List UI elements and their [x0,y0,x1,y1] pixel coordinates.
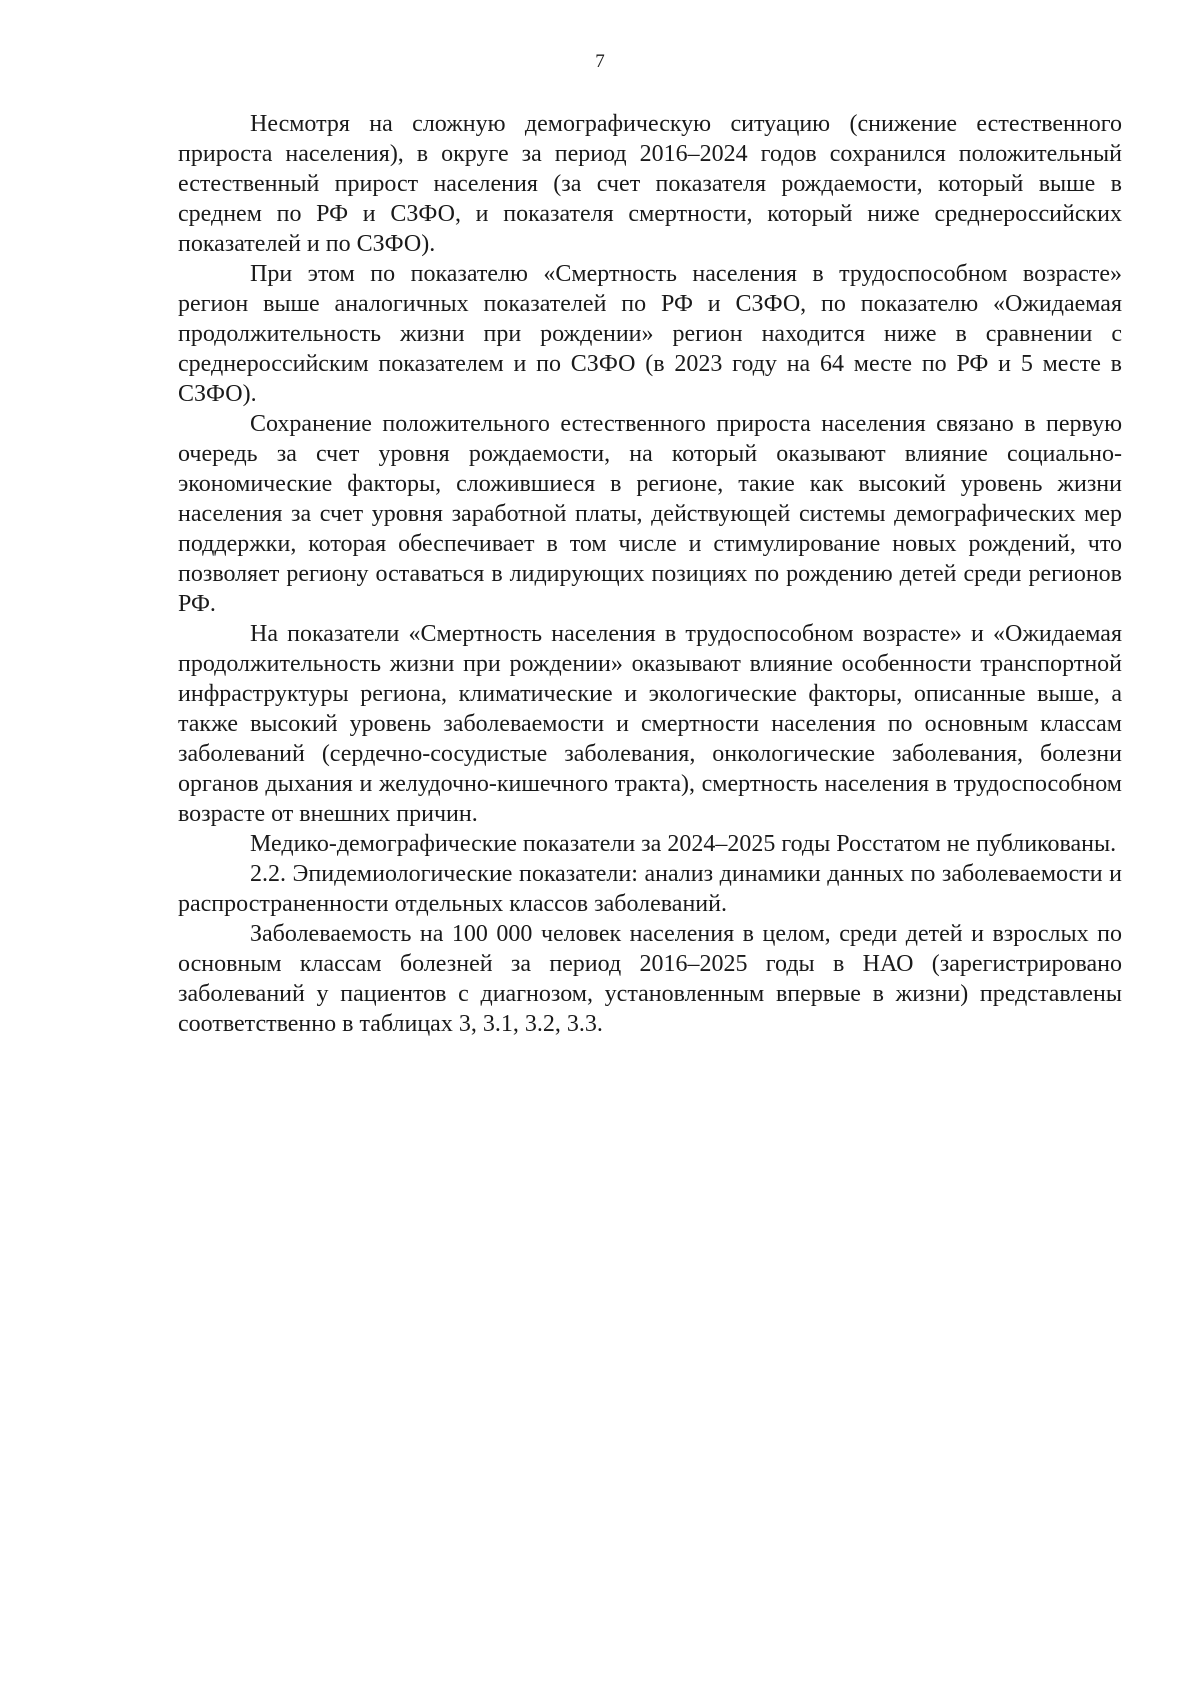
paragraph-natural-growth-factors: Сохранение положительного естественного прироста населения связано в первую очередь за счет уровня рождаемости, на который оказывают влияние социально-экономические факторы, сложившиеся в регионе, такие как высокий уровень жизни населения за счет уровня заработной платы, действующей системы демографических мер поддержки, которая обеспечивает в том числе и стимулирование новых рождений, что позволяет региону оставаться в лидирующих позициях по рождению детей среди регионов РФ. [178,411,1122,617]
paragraph-working-age-mortality: При этом по показателю «Смертность населения в трудоспособном возрасте» регион выше аналогичных показателей по РФ и СЗФО, по показателю «Ожидаемая продолжительность жизни при рождении» регион находится ниже в сравнении с среднероссийским показателем и по СЗФО (в 2023 году на 64 месте по РФ и 5 месте в СЗФО). [178,261,1122,407]
paragraph-demographic-situation: Несмотря на сложную демографическую ситуацию (снижение естественного прироста населения), в округе за период 2016–2024 годов сохранился положительный естественный прирост населения (за счет показателя рождаемости, который выше в среднем по РФ и СЗФО, и показателя смертности, который ниже среднероссийских показателей и по СЗФО). [178,111,1122,257]
section-heading-epidemiology: 2.2. Эпидемиологические показатели: анализ динамики данных по заболеваемости и распространенности отдельных классов заболеваний. [178,861,1122,917]
page-number: 7 [595,51,605,72]
document-body [178,109,1122,1039]
paragraph-morbidity-tables: Заболеваемость на 100 000 человек населения в целом, среди детей и взрослых по основным классам болезней за период 2016–2025 годы в НАО (зарегистрировано заболеваний у пациентов с диагнозом, установленным впервые в жизни) представлены соответственно в таблицах 3, 3.1, 3.2, 3.3. [178,921,1122,1037]
paragraph-rosstat-note: Медико-демографические показатели за 2024–2025 годы Росстатом не публикованы. [250,831,1117,857]
paragraph-influencing-factors: На показатели «Смертность населения в трудоспособном возрасте» и «Ожидаемая продолжительность жизни при рождении» оказывают влияние особенности транспортной инфраструктуры региона, климатические и экологические факторы, описанные выше, а также высокий уровень заболеваемости и смертности населения по основным классам заболеваний (сердечно-сосудистые заболевания, онкологические заболевания, болезни органов дыхания и желудочно-кишечного тракта), смертность населения в трудоспособном возрасте от внешних причин. [178,621,1122,827]
